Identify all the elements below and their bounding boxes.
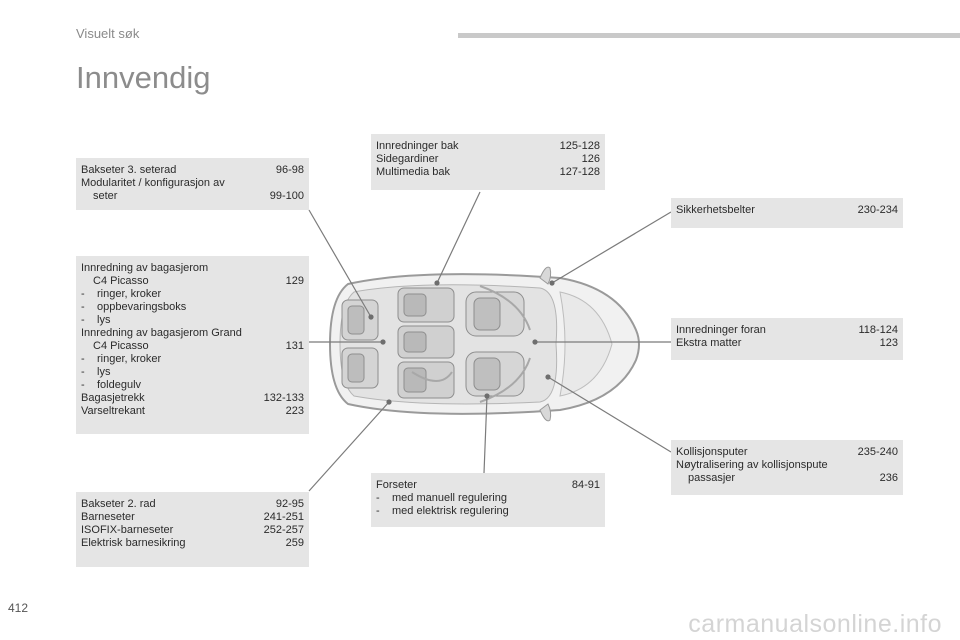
entry-text: Sikkerhetsbelter: [676, 204, 755, 216]
bullet-entry: [81, 379, 304, 392]
index-entry: [81, 301, 304, 314]
info-box-rear-seats-3: [76, 158, 309, 210]
page-reference: 126: [581, 153, 600, 165]
entry-text: Innredninger foran: [676, 324, 766, 336]
bullet-dash: -: [376, 505, 380, 517]
entry-text: Forseter: [376, 479, 417, 491]
bullet-entry: [376, 492, 600, 505]
entry-text: C4 Picasso: [93, 340, 149, 352]
bullet-dash: -: [81, 379, 85, 391]
index-entry: [81, 262, 304, 275]
entry-text: passasjer: [688, 472, 736, 484]
page-reference: 123: [879, 337, 898, 349]
bullet-dash: -: [81, 314, 85, 326]
bullet-entry: [81, 366, 304, 379]
bullet-entry: [81, 288, 304, 301]
entry-text: seter: [93, 190, 118, 202]
page-reference: 129: [285, 275, 304, 287]
index-entry: [81, 177, 304, 190]
info-box-airbags: [671, 440, 903, 495]
index-entry: [81, 366, 304, 379]
page-reference: 125-128: [559, 140, 600, 152]
bullet-dash: -: [376, 492, 380, 504]
index-entry: [376, 479, 600, 492]
bullet-entry: [81, 353, 304, 366]
entry-text: Multimedia bak: [376, 166, 450, 178]
index-entry: [81, 524, 304, 537]
index-entry: [676, 324, 898, 337]
entry-text: lys: [97, 366, 111, 378]
index-entry: [376, 140, 600, 153]
entry-text: Bakseter 2. rad: [81, 498, 156, 510]
entry-text: Modularitet / konfigurasjon av: [81, 177, 225, 189]
index-entry: [676, 446, 898, 459]
entry-text: Nøytralisering av kollisjonspute: [676, 459, 828, 471]
page-reference: 131: [285, 340, 304, 352]
index-entry: [676, 472, 898, 485]
index-entry: [81, 340, 304, 353]
bullet-entry: [81, 314, 304, 327]
page-reference: 230-234: [857, 204, 898, 216]
entry-text: ISOFIX-barneseter: [81, 524, 174, 536]
entry-text: Bagasjetrekk: [81, 392, 145, 404]
info-box-seatbelts: [671, 198, 903, 228]
entry-text: med manuell regulering: [392, 492, 507, 504]
entry-text: foldegulv: [97, 379, 142, 391]
entry-text: Innredninger bak: [376, 140, 459, 152]
entry-text: Ekstra matter: [676, 337, 742, 349]
index-entry: [81, 327, 304, 340]
page-reference: 132-133: [263, 392, 304, 404]
info-box-rear-fittings: [371, 134, 605, 190]
entry-text: Innredning av bagasjerom Grand: [81, 327, 242, 339]
page-reference: 127-128: [559, 166, 600, 178]
watermark: carmanualsonline.info: [688, 610, 942, 638]
index-entry: [81, 190, 304, 203]
second-row-seats: [398, 288, 454, 398]
bullet-dash: -: [81, 301, 85, 313]
page-reference: 223: [285, 405, 304, 417]
page-reference: 118-124: [858, 324, 898, 336]
page-reference: 259: [285, 537, 304, 549]
index-entry: [676, 204, 898, 217]
page-title: Innvendig: [76, 60, 211, 95]
entry-text: Innredning av bagasjerom: [81, 262, 209, 274]
index-entry: [81, 353, 304, 366]
page-reference: 96-98: [275, 164, 304, 176]
car-top-view: [330, 267, 639, 421]
bullet-dash: -: [81, 288, 85, 300]
index-entry: [376, 492, 600, 505]
page-reference: 252-257: [263, 524, 304, 536]
index-entry: [376, 505, 600, 518]
entry-text: lys: [97, 314, 111, 326]
bullet-dash: -: [81, 353, 85, 365]
index-entry: [376, 166, 600, 179]
entry-text: med elektrisk regulering: [392, 505, 509, 517]
entry-text: Barneseter: [81, 511, 135, 523]
index-entry: [81, 379, 304, 392]
index-entry: [81, 392, 304, 405]
index-entry: [81, 405, 304, 418]
page-reference: 84-91: [571, 479, 600, 491]
entry-text: C4 Picasso: [93, 275, 149, 287]
index-entry: [81, 511, 304, 524]
page-reference: 99-100: [269, 190, 304, 202]
index-entry: [676, 337, 898, 350]
index-entry: [81, 164, 304, 177]
section-label: Visuelt søk: [76, 26, 140, 41]
bullet-dash: -: [81, 366, 85, 378]
entry-text: ringer, kroker: [97, 353, 162, 365]
info-box-front-fittings: [671, 318, 903, 360]
entry-text: oppbevaringsboks: [97, 301, 187, 313]
page-reference: 92-95: [275, 498, 304, 510]
info-box-rear-seats-2: [76, 492, 309, 567]
index-entry: [376, 153, 600, 166]
bullet-entry: [376, 505, 600, 518]
entry-text: Varseltrekant: [81, 405, 145, 417]
entry-text: Elektrisk barnesikring: [81, 537, 186, 549]
entry-text: Bakseter 3. seterad: [81, 164, 177, 176]
index-entry: [676, 459, 898, 472]
page-reference: 236: [879, 472, 898, 484]
info-box-luggage: [76, 256, 309, 434]
index-entry: [81, 275, 304, 288]
index-entry: [81, 498, 304, 511]
bullet-entry: [81, 301, 304, 314]
index-entry: [81, 314, 304, 327]
page-reference: 241-251: [263, 511, 304, 523]
index-entry: [81, 537, 304, 550]
entry-text: Sidegardiner: [376, 153, 439, 165]
index-entry: [81, 288, 304, 301]
entry-text: ringer, kroker: [97, 288, 162, 300]
page-number: 412: [8, 601, 29, 615]
entry-text: Kollisjonsputer: [676, 446, 748, 458]
page-reference: 235-240: [857, 446, 898, 458]
info-box-front-seats: [371, 473, 605, 527]
